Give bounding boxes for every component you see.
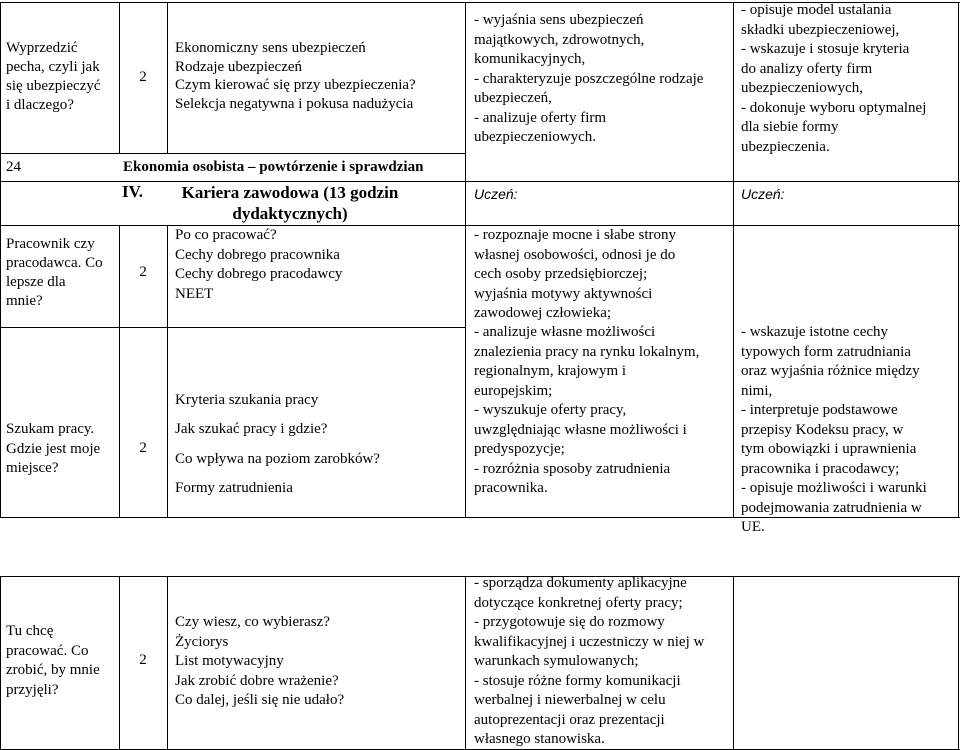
requirements-basic-career-1: - rozpoznaje mocne i słabe strony własnej osobowości, odnosi je do cech osoby przedsiębiorczej; wyjaśnia motywy aktywności zawodowej człowieka; — [474, 227, 677, 321]
hours-worker-employer: 2 — [139, 264, 147, 280]
topic-worker-employer: Pracownik czy pracodawca. Co lepsze dla mnie? — [6, 236, 103, 309]
grid-line — [733, 576, 734, 750]
grid-line — [465, 2, 466, 517]
content-employment-forms: Formy zatrudnienia — [175, 480, 293, 496]
section-title: Kariera zawodowa (13 godzin dydaktycznych) — [181, 183, 399, 223]
topic-job-search: Szukam pracy. Gdzie jest moje miejsce? — [6, 421, 101, 476]
lesson-summary-title: Ekonomia osobista – powtórzenie i sprawdzian — [123, 159, 424, 175]
requirements-basic-insurance: - wyjaśnia sens ubezpieczeń majątkowych, zdrowotnych, komunikacyjnych, - charakteryzuje poszczególne rodzaje ubezpieczeń, - analizuje oferty firm ubezpieczeniowych. — [474, 12, 704, 145]
student-label-extended: Uczeń: — [741, 186, 785, 202]
grid-line — [0, 2, 1, 517]
grid-line — [958, 2, 959, 517]
hours-insurance: 2 — [139, 69, 147, 85]
grid-line — [733, 2, 734, 517]
grid-line — [465, 576, 466, 750]
grid-line — [167, 576, 168, 750]
requirements-basic-application: - sporządza dokumenty aplikacyjne dotyczące konkretnej oferty pracy; - przygotowuje się do rozmowy kwalifikacyjnej i uczestniczy w niej w warunkach symulowanych; - stosuje różne formy komunikacji werbalnej i niewerbalnej w celu autoprezentacji oraz prezentacji własnego stanowiska. — [474, 575, 705, 747]
content-salary-factors: Co wpływa na poziom zarobków? — [175, 451, 380, 467]
content-how-to-search: Jak szukać pracy i gdzie? — [175, 421, 328, 437]
lesson-number: 24 — [6, 159, 21, 175]
content-job-criteria: Kryteria szukania pracy — [175, 392, 319, 408]
hours-job-search: 2 — [139, 440, 147, 456]
grid-line — [167, 225, 168, 517]
requirements-basic-career-2: - analizuje własne możliwości znalezienia pracy na rynku lokalnym, regionalnym, krajowym i europejskim; - wyszukuje oferty pracy, uwzględniając własne możliwości i predyspozycje; - rozróżnia sposoby zatrudnienia pracownika. — [474, 324, 700, 496]
grid-line — [958, 576, 959, 750]
content-application: Czy wiesz, co wybierasz? Życiorys List motywacyjny Jak zrobić dobre wrażenie? Co dalej, jeśli się nie udało? — [175, 614, 345, 708]
section-number: IV. — [122, 182, 143, 201]
topic-insurance: Wyprzedzić pecha, czyli jak się ubezpieczyć i dlaczego? — [6, 40, 101, 113]
hours-application: 2 — [139, 652, 147, 668]
grid-line — [0, 576, 1, 750]
grid-line — [0, 153, 465, 154]
student-label-basic: Uczeń: — [474, 186, 518, 202]
grid-line — [167, 2, 168, 153]
content-worker-employer: Po co pracować? Cechy dobrego pracownika Cechy dobrego pracodawcy NEET — [175, 227, 343, 302]
grid-line — [0, 327, 466, 328]
requirements-extended-insurance: - opisuje model ustalania składki ubezpieczeniowej, - wskazuje i stosuje kryteria do analizy oferty firm ubezpieczeniowych, - dokonuje wyboru optymalnej dla siebie formy ubezpieczenia. — [741, 2, 927, 155]
content-insurance: Ekonomiczny sens ubezpieczeń Rodzaje ubezpieczeń Czym kierować się przy ubezpieczenia? Selekcja negatywna i pokusa nadużycia — [175, 40, 416, 112]
topic-application: Tu chcę pracować. Co zrobić, by mnie przyjęli? — [6, 623, 100, 698]
requirements-extended-career: - wskazuje istotne cechy typowych form zatrudniania oraz wyjaśnia różnice między nimi, - interpretuje podstawowe przepisy Kodeksu pracy, w tym obowiązki i uprawnienia pracownika i pracodawcy; - opisuje możliwości i warunki podejmowania zatrudnienia w UE. — [741, 324, 927, 535]
